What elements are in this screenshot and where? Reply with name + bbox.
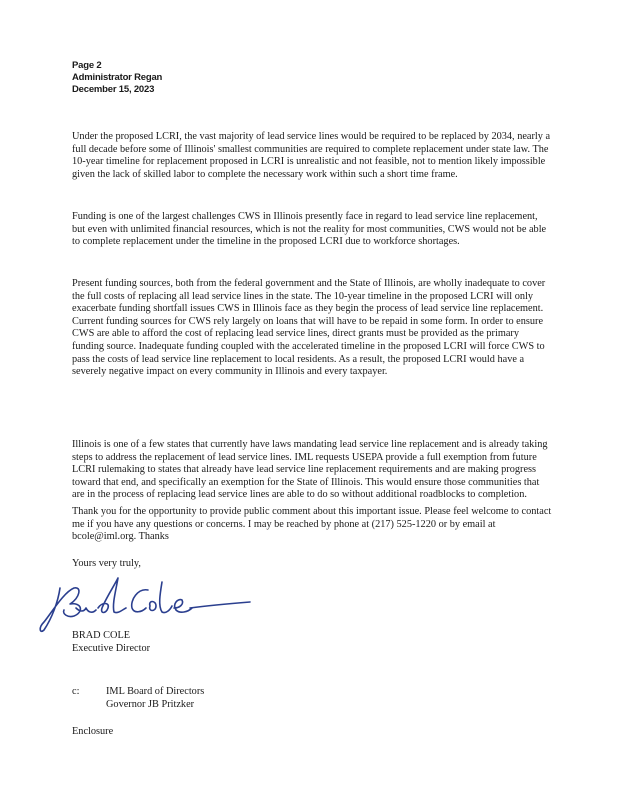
body-paragraph-5: Thank you for the opportunity to provide public comment about this important issue. Please feel welcome to contact me if you have any questions or concerns. I may be reached by phone at (217) 525-1220 or by email at bcole@iml.org. Thanks — [72, 506, 552, 543]
closing-salutation: Yours very truly, — [72, 558, 141, 569]
body-paragraph-3: Present funding sources, both from the federal government and the State of Illinois, are wholly inadequate to cover the full costs of replacing all lead service lines in the state. The 10-year timeline in the proposed LCRI will only exacerbate funding shortfall issues CWS in Illinois face as they begin the process of lead service line replacement. Current funding sources for CWS rely largely on loans that will have to be repaid in some form. In order to ensure CWS are able to afford the cost of replacing lead service lines, direct grants must be provided as the primary funding source. Inadequate funding coupled with the accelerated timeline in the proposed LCRI will force CWS to pass the costs of lead service line replacement to local residents. As a result, the proposed LCRI would have a severely negative impact on every community in Illinois and every taxpayer. — [72, 278, 546, 378]
body-paragraph-2: Funding is one of the largest challenges CWS in Illinois presently face in regard to lead service line replacement, but even with unlimited financial resources, which is not the reality for most communities, CWS would not be able to complete replacement under the timeline in the proposed LCRI due to workforce shortages. — [72, 211, 547, 248]
page-number: Page 2 — [72, 60, 102, 71]
signer-block — [72, 630, 150, 655]
cc-recipient: Governor JB Pritzker — [106, 698, 195, 710]
body-paragraph-1: Under the proposed LCRI, the vast majority of lead service lines would be required to be replaced by 2034, nearly a full decade before some of Illinois' smallest communities are required to complete replacement under state law. The 10-year timeline for replacement proposed in LCRI is unrealistic and not feasible, not to mention likely impossible given the lack of skilled labor to complete the necessary work within such a short time frame. — [72, 131, 551, 180]
letter-date: December 15, 2023 — [72, 84, 155, 95]
handwritten-signature-icon — [30, 568, 260, 638]
cc-list — [106, 686, 204, 711]
signer-title: Executive Director — [72, 642, 151, 654]
letter-header — [72, 60, 162, 96]
signer-name: BRAD COLE — [72, 630, 131, 641]
recipient-line: Administrator Regan — [72, 72, 163, 83]
enclosure-note: Enclosure — [72, 726, 114, 737]
cc-recipient: IML Board of Directors — [106, 686, 205, 697]
body-paragraph-4: Illinois is one of a few states that currently have laws mandating lead service line replacement and is already taking steps to address the replacement of lead service lines. IML requests USEPA provide a full exemption from future LCRI rulemaking to states that already have lead service line replacement requirements and are making progress toward that end, and specifically an exemption for the State of Illinois. This would ensure those communities that are in the process of replacing lead service lines are able to do so without additional roadblocks to completion. — [72, 439, 548, 501]
cc-label: c: — [72, 686, 80, 697]
